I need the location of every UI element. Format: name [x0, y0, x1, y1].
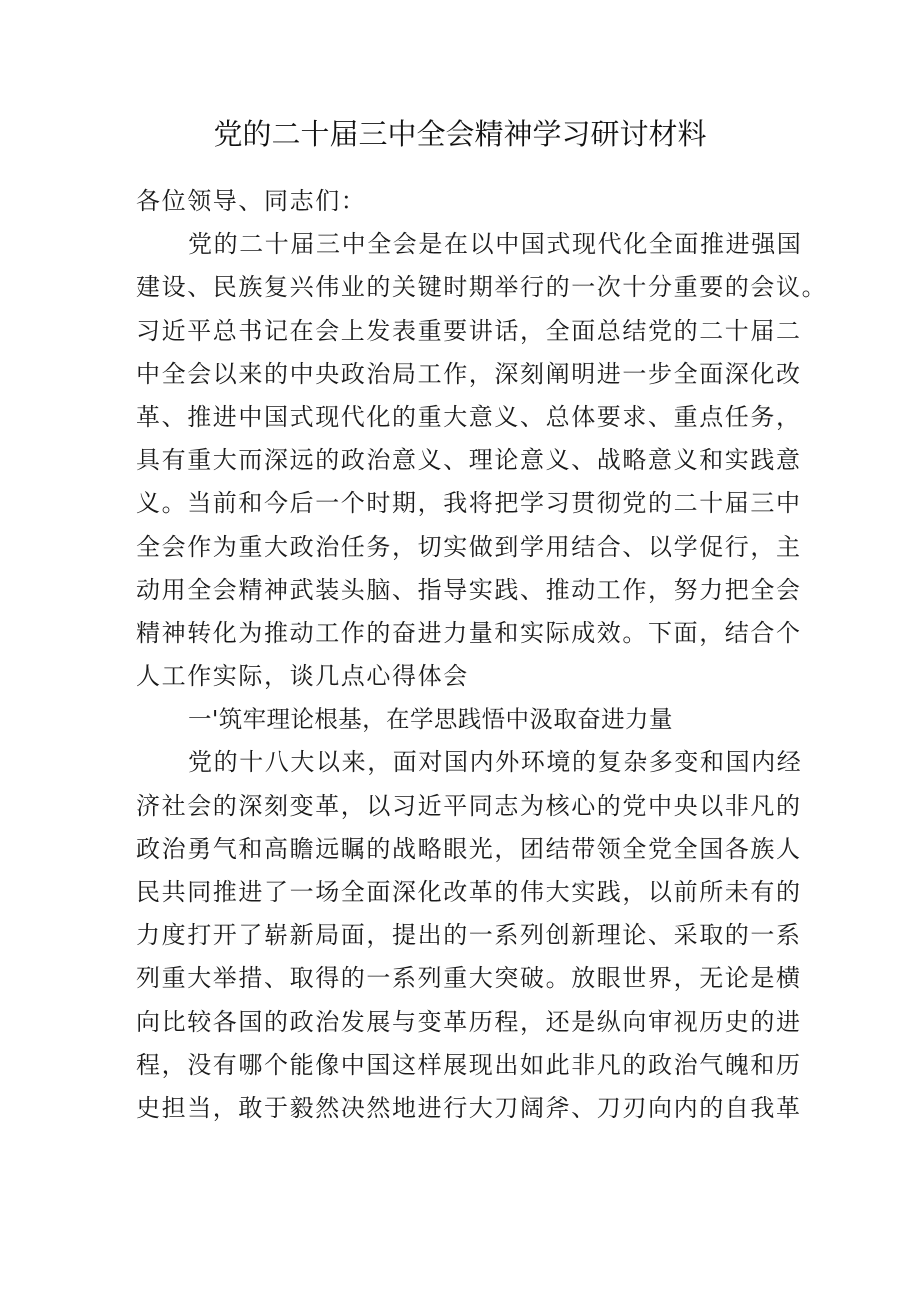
- paragraph-line: 具有重大而深远的政治意义、理论意义、战略意义和实践意: [136, 446, 802, 475]
- paragraph-line: 党的十八大以来，面对国内外环境的复杂多变和国内经: [188, 748, 803, 777]
- paragraph-line: 向比较各国的政治发展与变革历程，还是纵向审视历史的进: [136, 1007, 802, 1036]
- paragraph-line: 精神转化为推动工作的奋进力量和实际成效。下面，结合个: [136, 618, 802, 647]
- paragraph-line: 义。当前和今后一个时期，我将把学习贯彻党的二十届三中: [136, 489, 802, 518]
- paragraph-line: 力度打开了崭新局面，提出的一系列创新理论、采取的一系: [136, 921, 802, 950]
- paragraph-line: 建设、民族复兴伟业的关键时期举行的一次十分重要的会议。: [136, 273, 828, 302]
- paragraph-line: 人工作实际，谈几点心得体会: [136, 662, 469, 691]
- paragraph-line: 全会作为重大政治任务，切实做到学用结合、以学促行，主: [136, 532, 802, 561]
- paragraph-2: [136, 741, 803, 1130]
- paragraph-line: 程，没有哪个能像中国这样展现出如此非凡的政治气魄和历: [136, 1050, 802, 1079]
- paragraph-line: 动用全会精神武装头脑、指导实践、推动工作，努力把全会: [136, 575, 802, 604]
- paragraph-line: 列重大举措、取得的一系列重大突破。放眼世界，无论是横: [136, 964, 802, 993]
- paragraph-line: 史担当，敢于毅然决然地进行大刀阔斧、刀刃向内的自我革: [136, 1093, 802, 1122]
- paragraph-line: 党的二十届三中全会是在以中国式现代化全面推进强国: [188, 230, 803, 259]
- document-title: 党的二十届三中全会精神学习研讨材料: [213, 117, 707, 151]
- paragraph-line: 中全会以来的中央政治局工作，深刻阐明进一步全面深化改: [136, 359, 802, 388]
- greeting: 各位领导、同志们：: [136, 187, 367, 215]
- section-heading: 一'筑牢理论根基，在学思践悟中汲取奋进力量: [188, 705, 673, 734]
- paragraph-line: 革、推进中国式现代化的重大意义、总体要求、重点任务，: [136, 402, 802, 431]
- paragraph-line: 民共同推进了一场全面深化改革的伟大实践，以前所未有的: [136, 878, 802, 906]
- paragraph-1: [136, 223, 828, 698]
- paragraph-line: 济社会的深刻变革，以习近平同志为核心的党中央以非凡的: [136, 791, 802, 820]
- paragraph-line: 习近平总书记在会上发表重要讲话，全面总结党的二十届二: [136, 316, 802, 345]
- document-body: [136, 180, 828, 1130]
- paragraph-line: 政治勇气和高瞻远瞩的战略眼光，团结带领全党全国各族人: [136, 834, 802, 863]
